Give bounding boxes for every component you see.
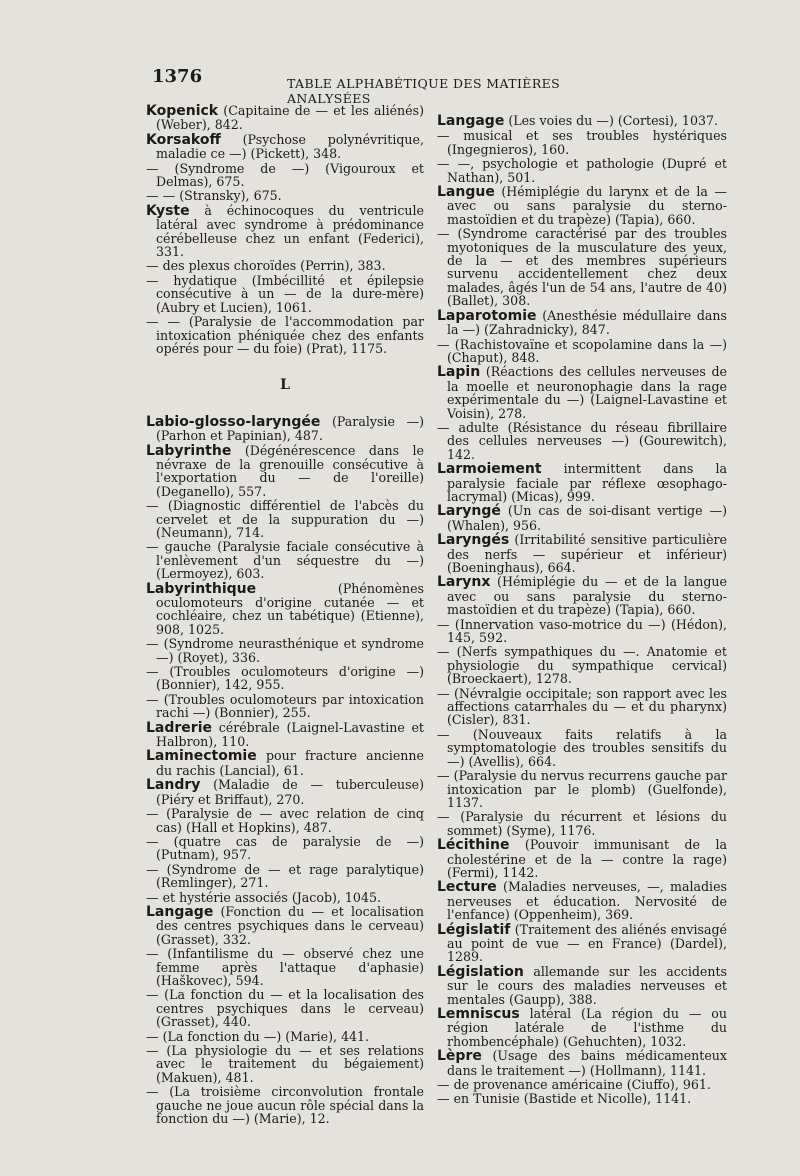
index-subentry: — musical et ses troubles hystériques (Ingegnieros), 160. (437, 128, 727, 157)
index-subentry: — (Syndrome neurasthénique et syndrome —) (Royet), 336. (146, 636, 424, 665)
index-subentry: — (quatre cas de paralysie de —) (Putnam), 957. (146, 833, 424, 863)
index-subentry: — (La troisième circonvolution frontale gauche ne joue aucun rôle spécial dans la fonction du —) (Marie), 12. (146, 1084, 424, 1127)
entry-keyword: Kyste (146, 202, 190, 219)
entry-text: (Un cas de soi-disant vertige —) (Whalen), 956. (447, 503, 727, 533)
index-entry (146, 204, 424, 259)
index-entry (437, 880, 727, 921)
index-entry (437, 838, 727, 879)
entry-text: (Phénomènes oculomoteurs d'origine cutanée — et cochléaire, chez un tabétique) (Etienne), 908, 1025. (156, 580, 424, 637)
index-subentry: — (Troubles oculomoteurs par intoxication rachi —) (Bonnier), 255. (146, 691, 424, 721)
index-subentry: — (Nouveaux faits relatifs à la symptomatologie des troubles sensitifs du —) (Avellis), 664. (437, 726, 727, 769)
index-subentry: — (La fonction du —) (Marie), 441. (146, 1028, 370, 1044)
index-subentry: — (La physiologie du — et ses relations avec le traitement du bégaiement) (Makuen), 481. (146, 1043, 424, 1085)
entry-text: à échinocoques du ventricule latéral avec syndrome à prédominance cérébelleuse chez un enfant (Federici), 331. (156, 202, 424, 260)
entry-keyword: Lapin (437, 364, 481, 381)
index-entry (437, 185, 727, 226)
index-subentry: — gauche (Paralysie faciale consécutive à l'enlèvement d'un séquestre du —) (Lermoyez), 603. (146, 539, 424, 582)
index-entry (437, 1007, 727, 1048)
right-column (437, 114, 727, 1107)
index-subentry: — hydatique (Imbécillité et épilepsie consécutive à un — de la dure-mère) (Aubry et Lucien), 1061. (146, 272, 424, 315)
entry-text: pour fracture ancienne du rachis (Lancial), 61. (156, 748, 424, 778)
entry-keyword: Labyrinthique (146, 580, 257, 597)
index-subentry: — — (Stransky), 675. (146, 188, 282, 204)
index-subentry: — (Innervation vaso-motrice du —) (Hédon), 145, 592. (437, 616, 727, 646)
entry-text: (Irritabilité sensitive particulière des nerfs — supérieur et inférieur) (Boeninghaus), 664. (447, 532, 727, 575)
index-subentry: — (Nerfs sympathiques du —. Anatomie et physiologie du sympathique cervical) (Broeckaert), 1278. (437, 644, 727, 687)
index-entry (146, 415, 424, 443)
entry-keyword: Lèpre (437, 1048, 482, 1065)
entry-keyword: Langage (437, 113, 505, 129)
entry-keyword: Landry (146, 777, 201, 794)
index-subentry: — (Rachistovaïne et scopolamine dans la —) (Chaput), 848. (437, 336, 727, 365)
entry-keyword: Kopenick (146, 103, 219, 119)
index-subentry: — en Tunisie (Bastide et Nicolle), 1141. (437, 1091, 692, 1107)
index-entry (146, 104, 424, 132)
entry-text: cérébrale (Laignel-Lavastine et Halbron), 110. (156, 719, 424, 750)
index-entry (437, 965, 727, 1006)
entry-keyword: Législation (437, 963, 524, 980)
entry-text: (Paralysie —) (Parhon et Papinian), 487. (156, 413, 424, 444)
index-subentry: — des plexus choroïdes (Perrin), 383. (146, 258, 386, 274)
index-entry (437, 575, 727, 616)
index-subentry: — (Névralgie occipitale; son rapport avec les affections catarrhales du — et du pharynx) (Cisler), 831. (437, 685, 727, 728)
entry-keyword: Larmoiement (437, 461, 542, 478)
entry-text: (Maladie de — tuberculeuse) (Piéry et Briffaut), 270. (156, 777, 424, 807)
index-entry (437, 1049, 727, 1077)
index-subentry: — de provenance américaine (Ciuffo), 961. (437, 1077, 711, 1093)
entry-text: (Hémiplégie du — et de la langue avec ou sans paralysie du sterno-mastoïdien et du trapèze) (Tapia), 660. (447, 574, 727, 618)
index-entry (437, 309, 727, 337)
index-entry (437, 533, 727, 574)
entry-keyword: Larynx (437, 574, 491, 591)
left-column (146, 104, 424, 1126)
index-subentry: — (Paralysie du récurrent et lésions du sommet) (Syme), 1176. (437, 809, 727, 838)
entry-keyword: Lemniscus (437, 1006, 520, 1022)
index-subentry: — — (Paralysie de l'accommodation par intoxication phéniquée chez des enfants opérés pour — du foie) (Prat), 1175. (146, 314, 424, 356)
entry-keyword: Langue (437, 184, 495, 201)
index-entry (437, 504, 727, 532)
index-subentry: — (Paralysie de — avec relation de cinq cas) (Hall et Hopkins), 487. (146, 806, 424, 835)
index-entry (146, 444, 424, 499)
index-entry (437, 923, 727, 964)
entry-text: (Usage des bains médicamenteux dans le traitement —) (Hollmann), 1141. (447, 1048, 727, 1078)
entry-text: intermittent dans la paralysie faciale par réflexe œsophago-lacrymal) (Micas), 999. (447, 461, 727, 504)
section-letter: L (280, 377, 290, 394)
entry-text: (Réactions des cellules nerveuses de la moelle et neuronophagie dans la rage expérimentale du —) (Laignel-Lavastine et Voisin), 278. (447, 364, 727, 421)
index-subentry: — (Syndrome de — et rage paralytique) (Remlinger), 271. (146, 861, 424, 891)
index-entry (437, 114, 727, 128)
entry-text: (Pouvoir immunisant de la cholestérine et de la — contre la rage) (Fermi), 1142. (447, 837, 727, 880)
index-entry (146, 749, 424, 777)
entry-text: (Dégénérescence dans le névraxe de la grenouille consécutive à l'exportation du — de l'oreille) (Deganello), 557. (156, 442, 424, 499)
entry-keyword: Lecture (437, 879, 497, 896)
entry-keyword: Labio-glosso-laryngée (146, 413, 321, 430)
entry-text: latéral (La région du — ou région latérale de l'isthme du rhombencéphale) (Gehuchten), 1032. (447, 1006, 727, 1049)
entry-keyword: Laparotomie (437, 307, 537, 324)
index-entry (146, 582, 424, 637)
index-entry (146, 905, 424, 946)
entry-keyword: Korsakoff (146, 131, 221, 148)
index-subentry: — (Diagnostic différentiel de l'abcès du cervelet et de la suppuration du —) (Neumann), 714. (146, 498, 424, 540)
running-title: TABLE ALPHABÉTIQUE DES MATIÈRES ANALYSÉES (287, 76, 561, 106)
entry-keyword: Législatif (437, 921, 511, 938)
index-subentry: — (Troubles oculomoteurs d'origine —) (Bonnier), 142, 955. (146, 664, 424, 693)
index-entry (146, 133, 424, 161)
entry-keyword: Laryngés (437, 532, 510, 549)
entry-text: (Psychose polynévritique, maladie ce —) (Pickett), 348. (156, 131, 424, 162)
index-subentry: — (La fonction du — et la localisation des centres psychiques dans le cerveau) (Grasset), 440. (146, 987, 424, 1030)
page-number: 1376 (152, 66, 203, 87)
index-subentry: — adulte (Résistance du réseau fibrillaire des cellules nerveuses —) (Gourewitch), 142. (437, 419, 727, 462)
index-entry (146, 778, 424, 806)
index-subentry: — (Syndrome caractérisé par des troubles myotoniques de la musculature des yeux, de la — et des membres supérieurs survenu accidentellement chez deux malades, âgés l'un de 54 ans, l'autre de 40) (Ballet), 308. (437, 226, 727, 309)
index-entry (437, 462, 727, 503)
index-subentry: — (Infantilisme du — observé chez une femme après l'attaque d'aphasie) (Haškovec), 594. (146, 946, 424, 988)
entry-text: allemande sur les accidents sur le cours des maladies nerveuses et mentales (Gaupp), 388. (447, 963, 727, 1007)
entry-keyword: Laryngé (437, 503, 501, 520)
entry-text: (Maladies nerveuses, —, maladies nerveuses et éducation. Nervosité de l'enfance) (Oppenheim), 369. (447, 879, 727, 923)
index-entry (146, 721, 424, 749)
entry-keyword: Labyrinthe (146, 442, 232, 459)
entry-text: (Fonction du — et localisation des centres psychiques dans le cerveau) (Grasset), 332. (156, 903, 424, 947)
index-entry (437, 365, 727, 420)
entry-text: (Traitement des aliénés envisagé au point de vue — en France) (Dardel), 1289. (447, 921, 727, 965)
index-subentry: — (Paralysie du nervus recurrens gauche par intoxication par le plomb) (Guelfonde), 1137. (437, 768, 727, 810)
entry-keyword: Lécithine (437, 837, 510, 854)
index-subentry: — —, psychologie et pathologie (Dupré et Nathan), 501. (437, 156, 727, 185)
index-subentry: — et hystérie associés (Jacob), 1045. (146, 889, 381, 905)
page-header (152, 66, 622, 106)
entry-keyword: Laminectomie (146, 748, 257, 765)
entry-text: (Anesthésie médullaire dans la —) (Zahradnicky), 847. (447, 307, 727, 338)
entry-text: (Capitaine de — et les aliénés) (Weber), 842. (156, 103, 424, 133)
entry-keyword: Ladrerie (146, 719, 212, 736)
entry-keyword: Langage (146, 903, 214, 920)
entry-text: (Hémiplégie du larynx et de la — avec ou sans paralysie du sterno-mastoïdien et du trapèze) (Tapia), 660. (447, 184, 727, 227)
index-subentry: — (Syndrome de —) (Vigouroux et Delmas), 675. (146, 160, 424, 190)
entry-text: (Les voies du —) (Cortesi), 1037. (504, 113, 718, 128)
